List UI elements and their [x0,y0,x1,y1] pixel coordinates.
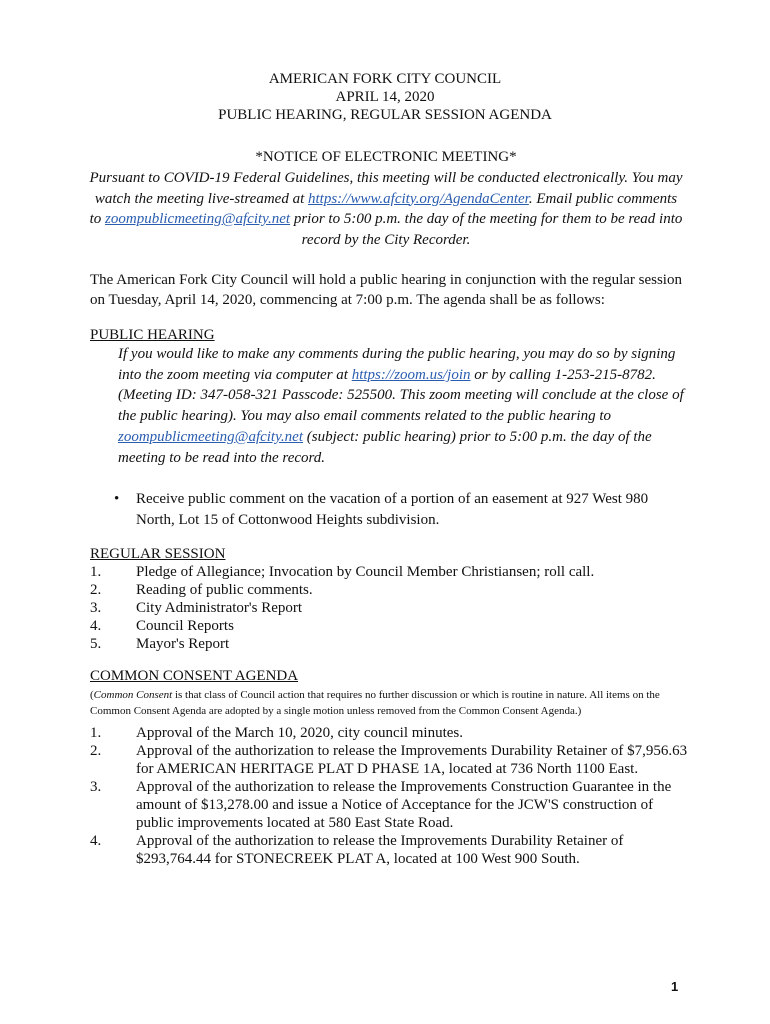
common-consent-list [90,724,690,868]
agenda-title: PUBLIC HEARING, REGULAR SESSION AGENDA [218,107,552,123]
item-text: City Administrator's Report [136,600,303,616]
note-italic-term: Common Consent [93,689,173,701]
note-rest: is that class of Council action that requires no further discussion or which is routine in nature. All items on the Common Consent Agenda are adopted by a single motion unless removed from the Common Consent Agenda.) [90,689,660,717]
notice-body [88,168,684,250]
note-open: ( [90,689,94,701]
item-text: Approval of the March 10, 2020, city council minutes. [136,725,464,741]
bullet-text: Receive public comment on the vacation of a portion of an easement at 927 West 980 North, Lot 15 of Cottonwood Heights subdivision. [136,491,649,528]
list-item [90,832,690,868]
intro-paragraph: The American Fork City Council will hold a public hearing in conjunction with the regular session on Tuesday, April 14, 2020, commencing at 7:00 p.m. The agenda shall be as follows: [90,272,682,308]
notice-text-2: . Email public comments to [89,190,678,227]
ph-text-3: (subject: public hearing) prior to 5:00 p.m. the day of the meeting to be read into the record. [118,428,652,466]
public-hearing-heading: PUBLIC HEARING [90,327,215,343]
item-text: Approval of the authorization to release the Improvements Construction Guarantee in the amount of $13,278.00 and issue a Notice of Acceptance for the JCW'S construction of public improvements located at 580 East State Road. [136,779,672,831]
item-number: 1. [90,564,102,580]
list-item [90,742,690,778]
public-hearing-section [90,326,690,468]
list-item [90,617,690,635]
item-number: 1. [90,725,102,741]
notice-text-1: Pursuant to COVID-19 Federal Guidelines, this meeting will be conducted electronically. You may watch the meeting live-streamed at [89,170,683,207]
list-item [90,724,690,742]
item-text: Mayor's Report [136,636,230,652]
list-item [90,563,690,581]
common-consent-section [90,667,690,868]
item-text: Pledge of Allegiance; Invocation by Council Member Christiansen; roll call. [136,564,595,580]
regular-session-heading: REGULAR SESSION [90,546,226,562]
regular-session-list [90,563,690,653]
notice-title: *NOTICE OF ELECTRONIC MEETING* [255,149,517,165]
bullet-icon: • [114,491,120,507]
public-hearing-email-link[interactable]: zoompublicmeeting@afcity.net [118,428,304,445]
item-number: 4. [90,833,102,849]
item-number: 4. [90,618,102,634]
agenda-center-link[interactable]: https://www.afcity.org/AgendaCenter [308,190,529,207]
ph-text-2: or by calling 1-253-215-8782. (Meeting ID: 347-058-321 Passcode: 525500. This zoom meeting will conclude at the close of the public hearing). You may also email comments related to the public hearing to [118,366,684,425]
item-text: Approval of the authorization to release the Improvements Durability Retainer of $293,764.44 for STONECREEK PLAT A, located at 100 West 900 South. [136,833,624,867]
item-text: Reading of public comments. [136,582,313,598]
item-number: 3. [90,779,102,795]
list-item [90,778,690,832]
common-consent-note [90,687,690,719]
item-number: 2. [90,582,102,598]
agenda-header [0,70,770,124]
item-number: 3. [90,600,102,616]
list-item [90,581,690,599]
notice-text-3: prior to 5:00 p.m. the day of the meeting for them to be read into record by the City Recorder. [290,211,683,248]
zoom-join-link[interactable]: https://zoom.us/join [351,366,471,383]
electronic-meeting-notice [88,148,684,250]
common-consent-heading: COMMON CONSENT AGENDA [90,668,299,684]
meeting-date: APRIL 14, 2020 [335,89,435,105]
item-text: Approval of the authorization to release the Improvements Durability Retainer of $7,956.63 for AMERICAN HERITAGE PLAT D PHASE 1A, located at 736 North 1100 East. [136,743,688,777]
regular-session-section [90,545,690,653]
ph-text-1: If you would like to make any comments during the public hearing, you may do so by signing into the zoom meeting via computer at [118,346,676,383]
council-name: AMERICAN FORK CITY COUNCIL [268,71,502,87]
public-hearing-bullet-item [90,489,690,531]
public-comment-email-link[interactable]: zoompublicmeeting@afcity.net [105,211,291,227]
item-number: 5. [90,636,102,652]
list-item [90,599,690,617]
item-text: Council Reports [136,618,234,634]
item-number: 2. [90,743,102,759]
public-hearing-instructions [118,344,690,468]
page-number: 1 [671,979,679,994]
list-item [90,635,690,653]
